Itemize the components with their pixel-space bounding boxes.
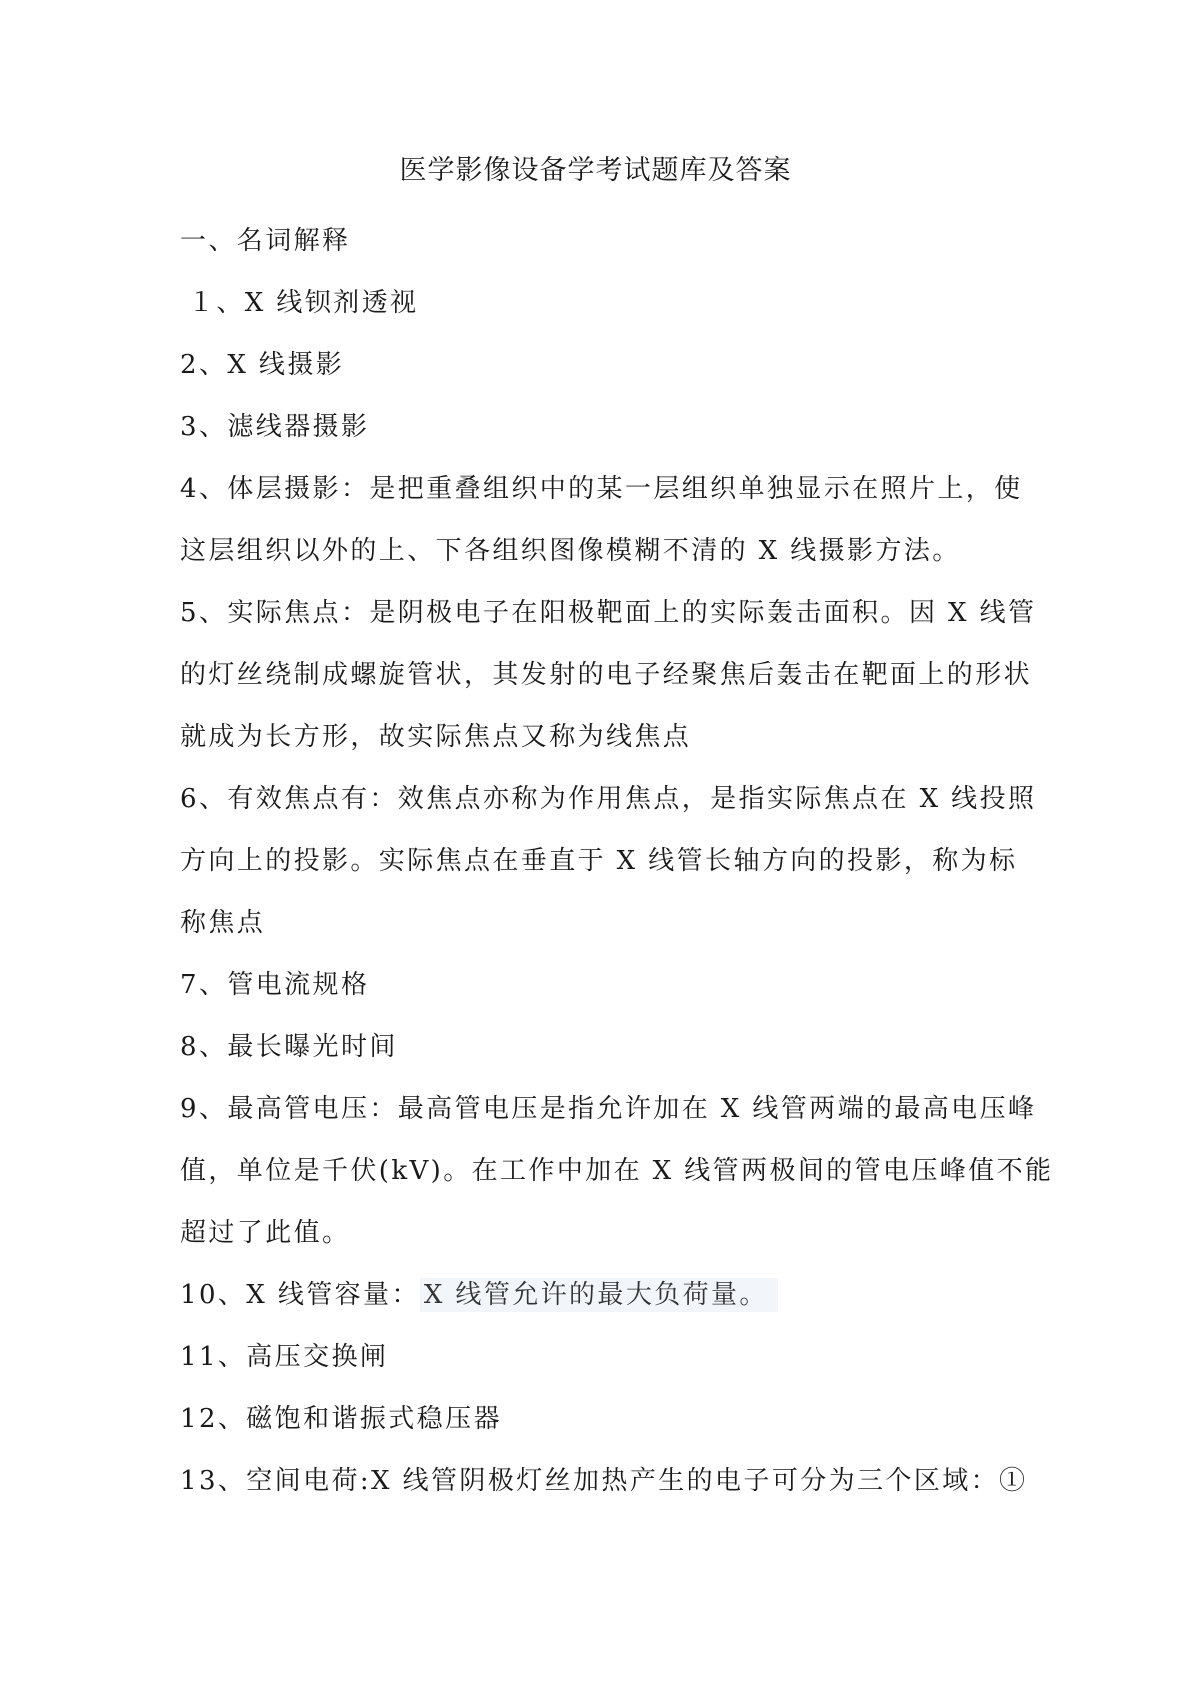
term-7: 7、管电流规格 <box>180 970 370 1000</box>
term-5-line-2: 的灯丝绕制成螺旋管状，其发射的电子经聚焦后轰击在靶面上的形状 <box>180 660 1033 690</box>
document-body <box>180 210 1054 1512</box>
document-title: 医学影像设备学考试题库及答案 <box>399 155 792 186</box>
section-heading: 一、名词解释 <box>180 226 351 256</box>
term-9-line-3: 超过了此值。 <box>180 1218 351 1248</box>
term-8: 8、最长曝光时间 <box>180 1032 398 1062</box>
term-11: 11、高压交换闸 <box>180 1342 389 1372</box>
term-10 <box>180 1264 1016 1326</box>
term-4-line-1: 4、体层摄影：是把重叠组织中的某一层组织单独显示在照片上，使 <box>180 474 1023 504</box>
term-9-line-2: 值，单位是千伏(kV)。在工作中加在 X 线管两极间的管电压峰值不能 <box>180 1156 1054 1186</box>
term-1: １、X 线钡剂透视 <box>188 288 419 318</box>
term-6-line-3: 称焦点 <box>180 908 266 938</box>
term-5-line-1: 5、实际焦点：是阴极电子在阳极靶面上的实际轰击面积。因 X 线管 <box>180 598 1037 628</box>
term-13-line-1: 13、空间电荷:X 线管阴极灯丝加热产生的电子可分为三个区域：① <box>180 1466 1028 1496</box>
term-10-label: 10、X 线管容量： <box>180 1280 420 1310</box>
term-4-line-2: 这层组织以外的上、下各组织图像模糊不清的 X 线摄影方法。 <box>180 536 961 566</box>
term-10-answer-highlight: X 线管允许的最大负荷量。 <box>420 1278 778 1312</box>
term-5-line-3: 就成为长方形，故实际焦点又称为线焦点 <box>180 722 692 752</box>
term-3: 3、滤线器摄影 <box>180 412 370 442</box>
term-6-line-1: 6、有效焦点有：效焦点亦称为作用焦点，是指实际焦点在 X 线投照 <box>180 784 1037 814</box>
term-2: 2、X 线摄影 <box>180 350 345 380</box>
term-9-line-1: 9、最高管电压：最高管电压是指允许加在 X 线管两端的最高电压峰 <box>180 1094 1037 1124</box>
term-12: 12、磁饱和谐振式稳压器 <box>180 1404 502 1434</box>
term-6-line-2: 方向上的投影。实际焦点在垂直于 X 线管长轴方向的投影，称为标 <box>180 846 1018 876</box>
